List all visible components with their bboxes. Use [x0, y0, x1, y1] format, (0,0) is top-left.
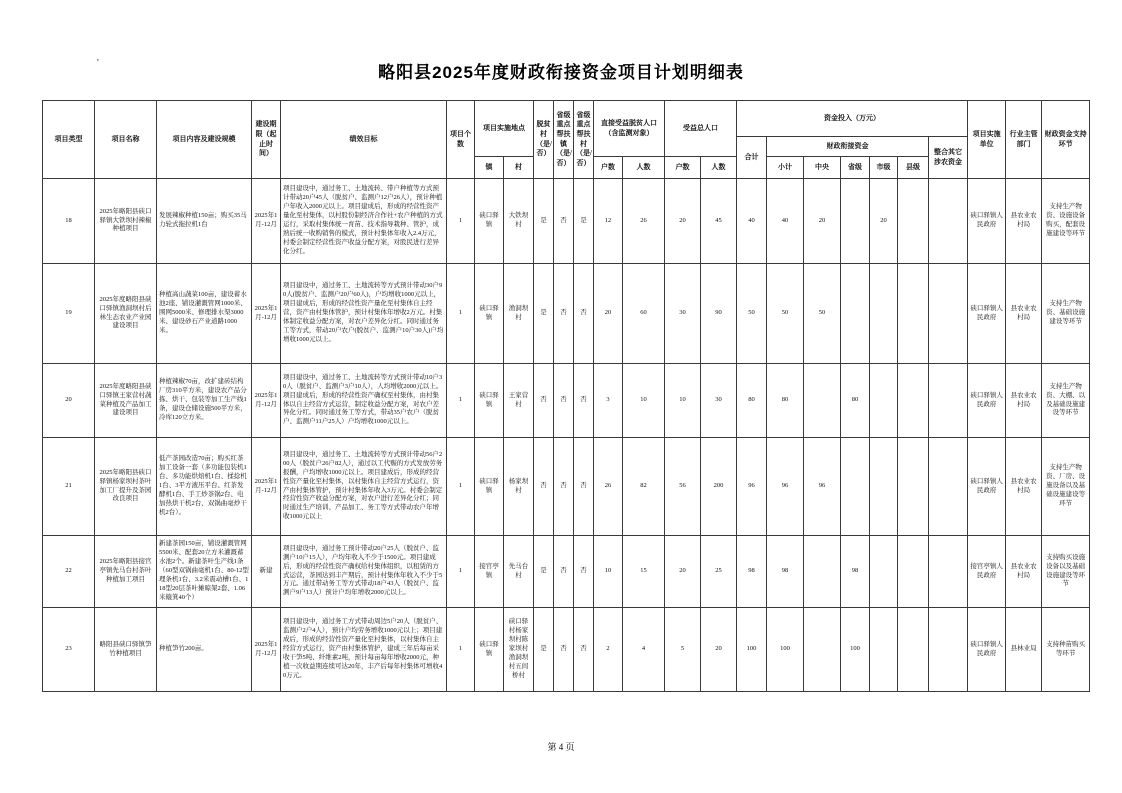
cell-fund-provincial	[841, 438, 870, 536]
col-header-prov-key-town: 省级重点帮扶镇（是/否）	[554, 101, 574, 179]
cell-period: 2025年1月-12月	[252, 179, 281, 264]
cell-project-name: 2025年度略阳县硖口驿镇渔洞坝村后林生态农业产业园建设项目	[95, 264, 157, 364]
cell-seq: 18	[43, 179, 95, 264]
cell-period: 2025年1月-12月	[252, 364, 281, 438]
cell-village: 渔洞坝村	[504, 264, 534, 364]
table-row	[43, 179, 1090, 264]
cell-fund-total: 50	[737, 264, 767, 364]
cell-period: 2025年1月-12月	[252, 608, 281, 692]
cell-project-name: 略阳县硖口驿镇笋竹种植项目	[95, 608, 157, 692]
cell-direct-households: 2	[594, 608, 623, 692]
cell-pk-village: 否	[534, 438, 554, 536]
col-group-fiscal: 财政衔接资金	[767, 137, 929, 157]
cell-fund-county	[898, 536, 929, 608]
cell-impl-unit: 硖口驿镇人民政府	[968, 264, 1006, 364]
cell-prov-key-village: 否	[574, 608, 594, 692]
cell-fund-total: 98	[737, 536, 767, 608]
col-header-subtotal: 小计	[767, 157, 804, 179]
cell-seq: 23	[43, 608, 95, 692]
cell-support: 支持生产物资、大棚、以及基础设施建设等环节	[1042, 364, 1090, 438]
cell-fund-central: 20	[804, 179, 841, 264]
cell-pk-village: 是	[534, 608, 554, 692]
cell-fund-total: 80	[737, 364, 767, 438]
col-header-integrated: 整合其它涉农资金	[929, 137, 968, 179]
cell-fund-central: 96	[804, 438, 841, 536]
cell-seq: 21	[43, 438, 95, 536]
col-header-direct-people: 人数	[623, 157, 665, 179]
col-header-dept: 行业主管部门	[1006, 101, 1042, 179]
cell-seq: 19	[43, 264, 95, 364]
cell-total-people: 30	[701, 364, 737, 438]
col-header-impl-unit: 项目实施单位	[968, 101, 1006, 179]
cell-town: 硖口驿镇	[475, 264, 504, 364]
cell-fund-subtotal: 40	[767, 179, 804, 264]
col-header-county: 县级	[898, 157, 929, 179]
cell-impl-unit: 接官亭镇人民政府	[968, 536, 1006, 608]
cell-content: 新建茶园150亩，铺设灌溉管网5500米、配套20立方米灌溉蓄水池2个。新建茶叶生产线1条（60型双锅曲毫机1台、80-12型理条机1台、3.2米震动槽1台、118型20层茶叶摊晾架2套、1.06米簸箕40个）	[157, 536, 252, 608]
col-header-prov-key-village: 省级重点帮扶村（是/否）	[574, 101, 594, 179]
cell-fund-subtotal: 100	[767, 608, 804, 692]
cell-village: 先马台村	[504, 536, 534, 608]
cell-fund-subtotal: 98	[767, 536, 804, 608]
cell-seq: 20	[43, 364, 95, 438]
cell-fund-subtotal: 50	[767, 264, 804, 364]
col-group-direct-benefit: 直接受益脱贫人口（含监测对象）	[594, 101, 665, 157]
cell-project-name: 2025年略阳县硖口驿镇杨家坝村茶叶加工厂提升及茶园改良项目	[95, 438, 157, 536]
cell-town: 硖口驿镇	[475, 608, 504, 692]
col-header-project-type: 项目类型	[43, 101, 95, 179]
cell-direct-people: 26	[623, 179, 665, 264]
cell-seq: 22	[43, 536, 95, 608]
cell-fund-municipal	[870, 364, 898, 438]
cell-direct-people: 15	[623, 536, 665, 608]
cell-dept: 县农业农村局	[1006, 438, 1042, 536]
cell-pk-village: 否	[534, 364, 554, 438]
col-header-support: 财政资金支持环节	[1042, 101, 1090, 179]
cell-prov-key-town: 否	[554, 438, 574, 536]
cell-prov-key-town: 否	[554, 364, 574, 438]
cell-content: 低产茶园改造70亩；购买红茶加工设备一套（多功能包装机1台、多功能烘焙机1台、揉捻机1台、3平方液压平台、红茶发酵机1台、手工炒茶锅2台、电加热烘干机2台、双锅曲毫炒干机2台）。	[157, 438, 252, 536]
cell-direct-households: 26	[594, 438, 623, 536]
cell-pk-village: 是	[534, 536, 554, 608]
cell-fund-county	[898, 608, 929, 692]
cell-fund-central	[804, 536, 841, 608]
cell-content: 种植辣椒70亩，改扩建砖结构厂房310平方米，建设农产品分拣、烘干、包装等加工生产线1条，建设仓储设施500平方米，冷库120立方米。	[157, 364, 252, 438]
cell-dept: 县农业农村局	[1006, 536, 1042, 608]
cell-direct-people: 60	[623, 264, 665, 364]
cell-dept: 县林业局	[1006, 608, 1042, 692]
cell-support: 支持购买设施设备以及基础设施建设等环节	[1042, 536, 1090, 608]
cell-content: 种植笋竹200亩。	[157, 608, 252, 692]
cell-fund-municipal	[870, 608, 898, 692]
table-row	[43, 364, 1090, 438]
cell-count: 1	[447, 536, 475, 608]
cell-fund-municipal	[870, 438, 898, 536]
cell-period: 新建	[252, 536, 281, 608]
cell-impl-unit: 硖口驿镇人民政府	[968, 364, 1006, 438]
cell-support: 支持种苗购买等环节	[1042, 608, 1090, 692]
cell-town: 接官亭镇	[475, 536, 504, 608]
cell-fund-integrated	[929, 536, 968, 608]
cell-fund-central	[804, 364, 841, 438]
cell-total-people: 200	[701, 438, 737, 536]
cell-support: 支持生产物资、设施设备购买，配套设施建设等环节	[1042, 179, 1090, 264]
cell-fund-integrated	[929, 438, 968, 536]
cell-village: 硖口驿村杨家坝村陈家坝村渔洞坝村五间桥村	[504, 608, 534, 692]
col-header-target: 绩效目标	[281, 101, 447, 179]
cell-direct-people: 4	[623, 608, 665, 692]
cell-target: 项目建设中，通过务工、土地流转等方式预计带动10户30人（脱贫户、监测户3户10人），人均增收2000元以上。项目建成后，形成的经营性资产确权至村集体，由村集体以自主经营方式运营，制定收益分配方案，对农户差异化分红。同时通过务工等方式，带动35户农户（脱贫户、监测户11户25人）户均增收1000元以上。	[281, 364, 447, 438]
cell-fund-municipal	[870, 264, 898, 364]
cell-town: 硖口驿镇	[475, 179, 504, 264]
cell-prov-key-village: 否	[574, 264, 594, 364]
col-header-project-name: 项目名称	[95, 101, 157, 179]
cell-target: 项目建设中，通过务工、土地流转等方式预计带动56户200人（脱贫户26户82人），通过以工代赈的方式发放劳务报酬，户均增收1000元以上。项目建成后，形成的经营性资产量化至村集体，以村集体自主经营方式运行，资产由村集体管护，预计村集体年收入3万元。村委会制定经营性资产收益分配方案，对农户进行差异化分红；同时通过生产培训、产品加工、务工等方式带动农户年增收1000元以上	[281, 438, 447, 536]
cell-dept: 县农业农村局	[1006, 264, 1042, 364]
cell-fund-provincial: 100	[841, 608, 870, 692]
cell-fund-central: 50	[804, 264, 841, 364]
table-row	[43, 438, 1090, 536]
cell-fund-integrated	[929, 179, 968, 264]
col-header-municipal: 市级	[870, 157, 898, 179]
cell-fund-provincial	[841, 179, 870, 264]
col-group-total-benefit: 受益总人口	[665, 101, 737, 157]
cell-total-households: 10	[665, 364, 701, 438]
page-number: 第 4 页	[547, 742, 575, 752]
cell-total-people: 45	[701, 179, 737, 264]
table-row	[43, 264, 1090, 364]
cell-impl-unit: 硖口驿镇人民政府	[968, 179, 1006, 264]
cell-target: 项目建设中，通过务工方式带动周边5户20人（脱贫户、监测户2户4人），预计户均劳务增收1000元以上；项目建成后，形成的经营性资产量化至村集体，以村集体自主经营方式运行，资产由村集体管护，建成三年后每亩采收干笋5吨、纤维素2吨，预计每亩每年增收2000元，种植一次收益期连续可达20年，丰产后每年村集体可增收40万元。	[281, 608, 447, 692]
cell-direct-households: 12	[594, 179, 623, 264]
cell-direct-people: 10	[623, 364, 665, 438]
cell-prov-key-town: 否	[554, 536, 574, 608]
cell-count: 1	[447, 608, 475, 692]
cell-direct-households: 3	[594, 364, 623, 438]
cell-prov-key-village: 否	[574, 536, 594, 608]
cell-fund-subtotal: 96	[767, 438, 804, 536]
col-header-total: 合计	[737, 137, 767, 179]
cell-total-people: 90	[701, 264, 737, 364]
col-header-period: 建设期限（起止时间）	[252, 101, 281, 179]
cell-prov-key-village: 是	[574, 179, 594, 264]
cell-dept: 县农业农村局	[1006, 179, 1042, 264]
col-header-content: 项目内容及建设规模	[157, 101, 252, 179]
cell-village: 王家营村	[504, 364, 534, 438]
cell-fund-provincial: 80	[841, 364, 870, 438]
cell-fund-central	[804, 608, 841, 692]
cell-fund-municipal	[870, 536, 898, 608]
cell-impl-unit: 硖口驿镇人民政府	[968, 438, 1006, 536]
cell-prov-key-town: 否	[554, 264, 574, 364]
cell-fund-total: 40	[737, 179, 767, 264]
col-header-total-households: 户数	[665, 157, 701, 179]
col-group-investment: 资金投入（万元）	[737, 101, 968, 137]
cell-support: 支持生产物资、厂房、设施设备以及基础设施建设等环节	[1042, 438, 1090, 536]
cell-fund-county	[898, 364, 929, 438]
table-row	[43, 608, 1090, 692]
cell-fund-municipal: 20	[870, 179, 898, 264]
cell-target: 项目建设中，通过务工、土地流转等方式预计带动30户90人(脱贫户、监测户20户60人)，户均增收1000元以上，项目建成后，形成的经营性资产量化至村集体自主经营，资产由村集体管护，预计村集体年增收2万元。村集体制定收益分配方案，对农户差异化分红。同时通过务工等方式，带动20户农户(脱贫户、监测户10户30人)户均增收1000元以上。	[281, 264, 447, 364]
cell-target: 项目建设中，通过务工、土地流转、带户种植等方式预计带动20户45人（脱贫户、监测户12户26人），预计种植户年收入2000元以上。项目建成后，形成的经营性资产量化至村集体，以村股份制经济合作社+农户种植的方式运行，采取村集体统一育苗、技术指导栽种、管护，成熟后统一收购销售的模式，预计村集体年收入2.4万元，村委会制定经营性资产收益分配方案，对股民进行差异化分红。	[281, 179, 447, 264]
col-header-total-people: 人数	[701, 157, 737, 179]
col-header-village: 村	[504, 157, 534, 179]
cell-direct-households: 10	[594, 536, 623, 608]
cell-support: 支持生产物资、基础设施建设等环节	[1042, 264, 1090, 364]
cell-total-households: 56	[665, 438, 701, 536]
cell-target: 项目建设中，通过务工预计带动20户25人（脱贫户、监测户10户15人），户均年收入不少于1500元。项目建成后，形成的经营性资产确权给村集体组织，以租赁的方式运营，茶园达到丰产期后，预计村集体年收入不少于5万元。通过带动务工等方式带动18户43人（脱贫户、监测户9户13人）预计户均年增收2000元以上。	[281, 536, 447, 608]
cell-pk-village: 是	[534, 264, 554, 364]
cell-fund-county	[898, 179, 929, 264]
cell-dept: 县农业农村局	[1006, 364, 1042, 438]
cell-content: 种植高山蔬菜100亩，建设蓄水池2座、铺设灌溉管网1000米、围网5000米、修理排水渠3000米、建设砂石产业道路1000米。	[157, 264, 252, 364]
cell-count: 1	[447, 179, 475, 264]
cell-direct-people: 82	[623, 438, 665, 536]
cell-prov-key-village: 否	[574, 438, 594, 536]
cell-period: 2025年1月-12月	[252, 264, 281, 364]
cell-total-households: 5	[665, 608, 701, 692]
col-header-pk-village: 脱贫村（是/否）	[534, 101, 554, 179]
col-header-count: 项目个数	[447, 101, 475, 179]
cell-village: 大铁坝村	[504, 179, 534, 264]
cell-prov-key-town: 否	[554, 608, 574, 692]
col-header-direct-households: 户数	[594, 157, 623, 179]
cell-fund-total: 96	[737, 438, 767, 536]
cell-village: 杨家坝村	[504, 438, 534, 536]
cell-total-households: 20	[665, 179, 701, 264]
col-header-central: 中央	[804, 157, 841, 179]
cell-town: 硖口驿镇	[475, 438, 504, 536]
cell-impl-unit: 硖口驿镇人民政府	[968, 608, 1006, 692]
cell-fund-integrated	[929, 364, 968, 438]
cell-total-people: 20	[701, 608, 737, 692]
cell-project-name: 2025年略阳县接官亭镇先马台村茶叶种植加工项目	[95, 536, 157, 608]
cell-prov-key-town: 否	[554, 179, 574, 264]
cell-count: 1	[447, 438, 475, 536]
cell-fund-integrated	[929, 608, 968, 692]
cell-fund-provincial: 98	[841, 536, 870, 608]
cell-total-people: 25	[701, 536, 737, 608]
cell-fund-county	[898, 264, 929, 364]
projects-table	[42, 100, 1090, 692]
cell-period: 2025年1月-12月	[252, 438, 281, 536]
cell-fund-provincial	[841, 264, 870, 364]
page-title: 略阳县2025年度财政衔接资金项目计划明细表	[378, 63, 744, 82]
cell-total-households: 20	[665, 536, 701, 608]
cell-project-name: 2025年略阳县硖口驿镇大铁坝村辣椒种植项目	[95, 179, 157, 264]
cell-fund-total: 100	[737, 608, 767, 692]
cell-content: 发展辣椒种植150亩；购买35马力轮式拖拉机1台	[157, 179, 252, 264]
cell-pk-village: 是	[534, 179, 554, 264]
col-group-location: 项目实施地点	[475, 101, 534, 157]
col-header-provincial: 省级	[841, 157, 870, 179]
cell-fund-county	[898, 438, 929, 536]
header-row-1	[43, 101, 1090, 137]
cell-count: 1	[447, 264, 475, 364]
cell-prov-key-village: 否	[574, 364, 594, 438]
cell-fund-subtotal: 80	[767, 364, 804, 438]
cell-total-households: 30	[665, 264, 701, 364]
col-header-town: 镇	[475, 157, 504, 179]
table-row	[43, 536, 1090, 608]
cell-count: 1	[447, 364, 475, 438]
cell-project-name: 2025年度略阳县硖口驿镇王家营村蔬菜种植及产品加工建设项目	[95, 364, 157, 438]
cell-town: 硖口驿镇	[475, 364, 504, 438]
cell-direct-households: 20	[594, 264, 623, 364]
stray-mark: '	[97, 58, 99, 69]
cell-fund-integrated	[929, 264, 968, 364]
